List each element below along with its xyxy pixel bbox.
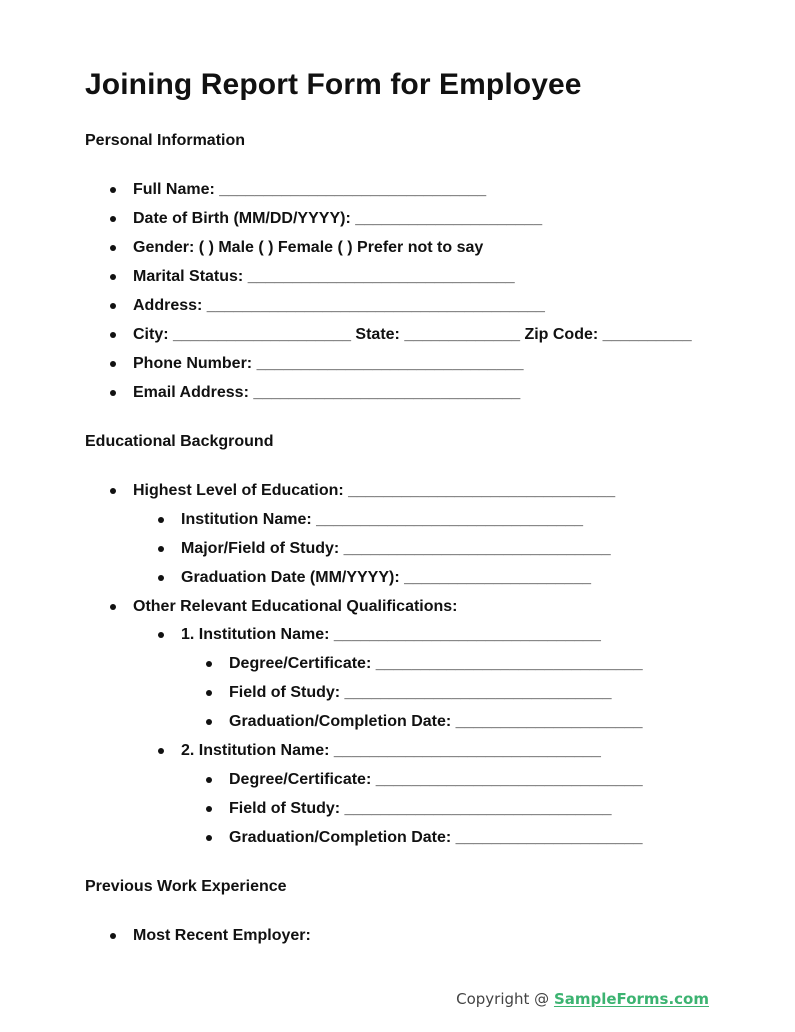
qualification-1-degree-field[interactable] — [229, 653, 643, 675]
qualification-1-completion-date-label: Graduation/Completion Date: _____________________ — [229, 713, 643, 730]
page-title: Joining Report Form for Employee — [85, 68, 582, 101]
marital-status-field[interactable] — [133, 266, 515, 288]
section-heading-previous-work-experience: Previous Work Experience — [85, 878, 287, 895]
highest-education-field[interactable] — [133, 480, 615, 502]
qualification-1-field-of-study-label: Field of Study: ______________________________ — [229, 684, 612, 701]
email-address-field[interactable] — [133, 382, 520, 404]
bullet-icon — [110, 390, 116, 396]
qualification-1-completion-date-field[interactable] — [229, 711, 643, 733]
bullet-icon — [110, 245, 116, 251]
bullet-icon — [206, 777, 212, 783]
date-of-birth-field[interactable] — [133, 208, 542, 230]
bullet-icon — [206, 661, 212, 667]
qualification-2-degree-label: Degree/Certificate: ______________________________ — [229, 771, 643, 788]
graduation-date-label: Graduation Date (MM/YYYY): _____________________ — [181, 569, 591, 586]
bullet-icon — [110, 274, 116, 280]
qualification-2-field-of-study-field[interactable] — [229, 798, 612, 820]
other-qualifications-item — [133, 596, 458, 618]
phone-number-field[interactable] — [133, 353, 524, 375]
qualification-2-degree-field[interactable] — [229, 769, 643, 791]
copyright-text: Copyright @ — [456, 990, 550, 1008]
address-label: Address: ______________________________________ — [133, 297, 545, 314]
bullet-icon — [206, 690, 212, 696]
bullet-icon — [110, 332, 116, 338]
bullet-icon — [158, 748, 164, 754]
bullet-icon — [110, 187, 116, 193]
bullet-icon — [158, 546, 164, 552]
other-qualifications-label: Other Relevant Educational Qualifications: — [133, 598, 458, 615]
bullet-icon — [158, 632, 164, 638]
bullet-icon — [110, 303, 116, 309]
institution-name-field[interactable] — [181, 509, 583, 531]
bullet-icon — [158, 575, 164, 581]
qualification-1-institution-field[interactable] — [181, 624, 601, 646]
copyright-footer — [456, 990, 709, 1008]
gender-options[interactable] — [133, 237, 483, 259]
phone-number-label: Phone Number: ______________________________ — [133, 355, 524, 372]
city-state-zip-label: City: ____________________ State: _____________ Zip Code: __________ — [133, 326, 692, 343]
qualification-1-field-of-study-field[interactable] — [229, 682, 612, 704]
qualification-2-completion-date-field[interactable] — [229, 827, 643, 849]
bullet-icon — [110, 488, 116, 494]
full-name-label: Full Name: ______________________________ — [133, 181, 487, 198]
qualification-2-field-of-study-label: Field of Study: ______________________________ — [229, 800, 612, 817]
bullet-icon — [158, 517, 164, 523]
bullet-icon — [110, 933, 116, 939]
bullet-icon — [206, 835, 212, 841]
date-of-birth-label: Date of Birth (MM/DD/YYYY): _____________________ — [133, 210, 543, 227]
qualification-2-institution-field[interactable] — [181, 740, 601, 762]
sampleforms-link[interactable]: SampleForms.com — [553, 990, 709, 1008]
email-address-label: Email Address: ______________________________ — [133, 384, 521, 401]
marital-status-label: Marital Status: ______________________________ — [133, 268, 515, 285]
bullet-icon — [110, 604, 116, 610]
institution-name-label: Institution Name: ______________________________ — [181, 511, 584, 528]
highest-education-label: Highest Level of Education: ______________________________ — [133, 482, 616, 499]
major-field-of-study-label: Major/Field of Study: ______________________________ — [181, 540, 611, 557]
section-heading-personal-information: Personal Information — [85, 132, 246, 149]
bullet-icon — [206, 719, 212, 725]
most-recent-employer-field[interactable] — [133, 925, 311, 947]
qualification-1-institution-label: 1. Institution Name: ______________________________ — [181, 626, 601, 643]
qualification-1-degree-label: Degree/Certificate: ______________________________ — [229, 655, 643, 672]
city-state-zip-field[interactable] — [133, 324, 692, 346]
bullet-icon — [206, 806, 212, 812]
address-field[interactable] — [133, 295, 545, 317]
major-field-of-study-field[interactable] — [181, 538, 611, 560]
most-recent-employer-label: Most Recent Employer: — [133, 927, 311, 944]
section-heading-educational-background: Educational Background — [85, 433, 274, 450]
bullet-icon — [110, 361, 116, 367]
full-name-field[interactable] — [133, 179, 486, 201]
graduation-date-field[interactable] — [181, 567, 591, 589]
bullet-icon — [110, 216, 116, 222]
qualification-2-completion-date-label: Graduation/Completion Date: _____________________ — [229, 829, 643, 846]
qualification-2-institution-label: 2. Institution Name: ______________________________ — [181, 742, 601, 759]
gender-label: Gender: ( ) Male ( ) Female ( ) Prefer not to say — [133, 239, 484, 256]
